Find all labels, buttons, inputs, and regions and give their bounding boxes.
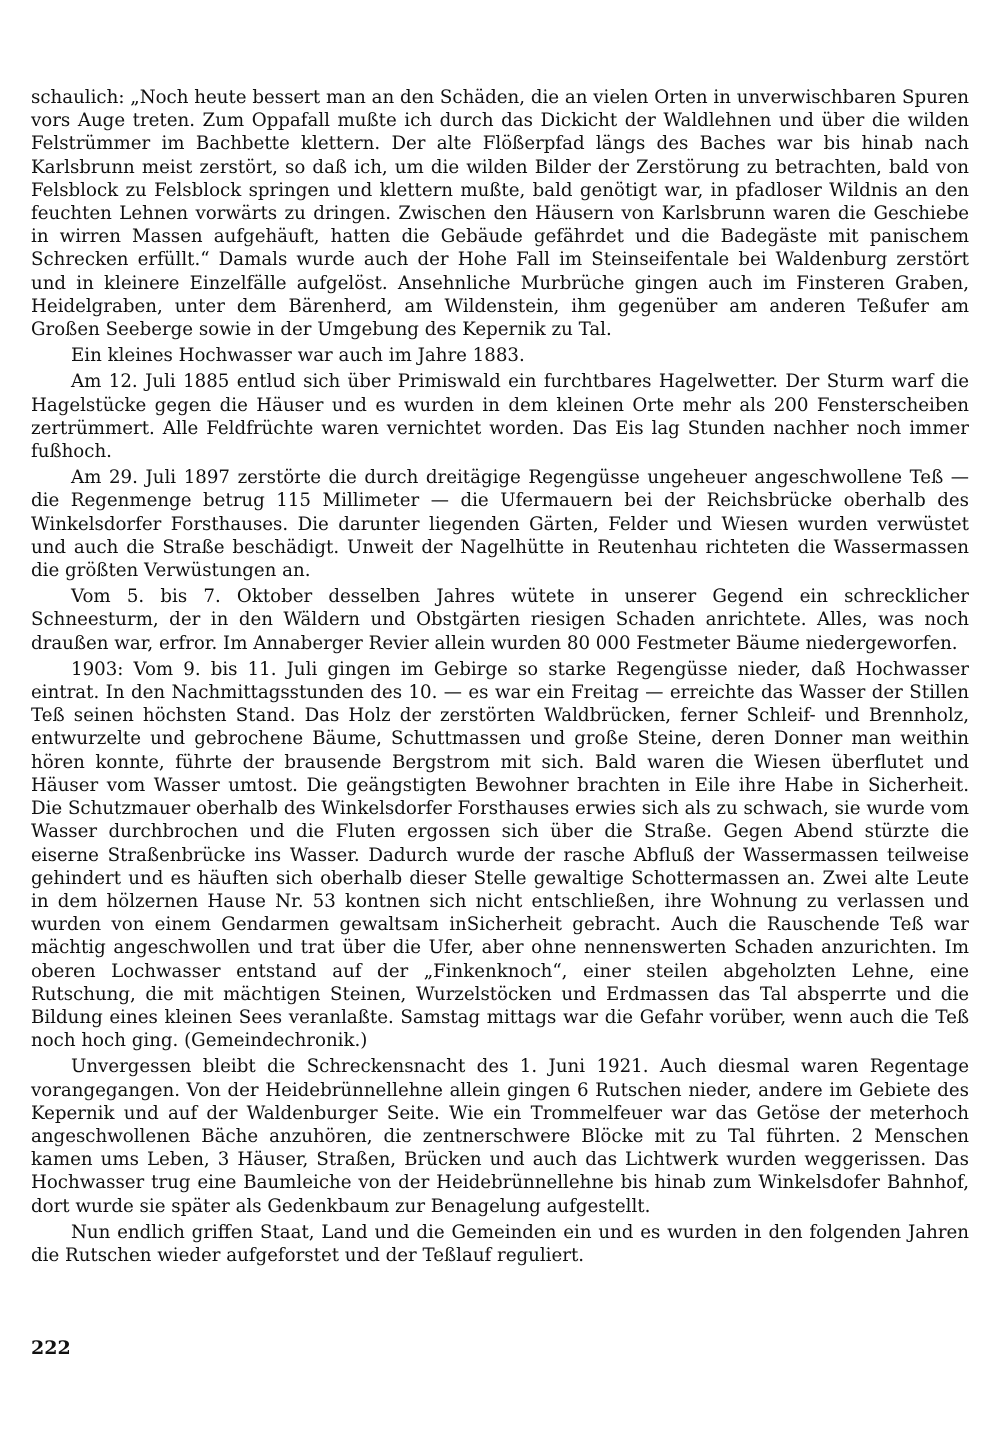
paragraph-1903: 1903: Vom 9. bis 11. Juli gingen im Gebirge so starke Regengüsse nieder, daß Hochwasser eintrat. In den Nachmittagsstunden des 10. — es war ein Freitag — erreichte das Wasser der Stillen Teß seinen höchsten Stand. Das Holz der zerstörten Waldbrücken, ferner Schleif- und Brennholz, entwurzelte und gebrochene Bäume, Schuttmassen und große Steine, deren Donner man weithin hören konnte, führte der brausende Bergstrom mit sich. Bald waren die Wiesen überflutet und Häuser vom Wasser umtost. Die geängstigten Bewohner brachten in Eile ihre Habe in Sicherheit. Die Schutzmauer oberhalb des Winkelsdorfer Forsthauses erwies sich als zu schwach, sie wurde vom Wasser durchbrochen und die Fluten ergossen sich über die Straße. Gegen Abend stürzte die eiserne Straßenbrücke ins Wasser. Dadurch wurde der rasche Abfluß der Wassermassen teilweise gehindert und es häuften sich oberhalb dieser Stelle gewaltige Schottermassen an. Zwei alte Leute in dem hölzernen Hause Nr. 53 kontnen sich nicht entschließen, ihre Wohnung zu verlassen und wurden von einem Gendarmen gewaltsam inSicherheit gebracht. Auch die Rauschende Teß war mächtig angeschwollen und trat über die Ufer, aber ohne nennenswerten Schaden anzurichten. Im oberen Lochwasser entstand auf der „Finkenknoch“, einer steilen abgeholzten Lehne, eine Rutschung, die mit mächtigen Steinen, Wurzelstöcken und Erdmassen das Tal absperrte und die Bildung eines kleinen Sees veranlaßte. Samstag mittags war die Gefahr vorüber, wenn auch die Teß noch hoch ging. (Gemeindechronik.) [31, 658, 969, 1052]
paragraph-continuation: schaulich: „Noch heute bessert man an den Schäden, die an vielen Orten in unverwischbaren Spuren vors Auge treten. Zum Oppafall mußte ich durch das Dickicht der Waldlehnen und über die wilden Felstrümmer im Bachbette klettern. Der alte Flößerpfad längs des Baches war bis hinab nach Karlsbrunn meist zerstört, so daß ich, um die wilden Bilder der Zerstörung zu betrachten, bald von Felsblock zu Felsblock springen und klettern mußte, bald genötigt war, in pfadloser Wildnis an den feuchten Lehnen vorwärts zu dringen. Zwischen den Häusern von Karlsbrunn waren die Geschiebe in wirren Massen aufgehäuft, hatten die Gebäude gefährdet und die Badegäste mit panischem Schrecken erfüllt.“ Damals wurde auch der Hohe Fall im Steinseifentale bei Waldenburg zerstört und in kleinere Einzelfälle aufgelöst. Ansehnliche Murbrüche gingen auch im Finsteren Graben, Heidelgraben, unter dem Bärenherd, am Wildenstein, ihm gegenüber am anderen Teßufer am Großen Seeberge sowie in der Umgebung des Kepernik zu Tal. [31, 87, 969, 341]
paragraph-conclusion: Nun endlich griffen Staat, Land und die Gemeinden ein und es wurden in den folgenden Jahren die Rutschen wieder aufgeforstet und der Teßlauf reguliert. [31, 1221, 969, 1266]
paragraph-1921: Unvergessen bleibt die Schreckensnacht des 1. Juni 1921. Auch diesmal waren Regentage vorangegangen. Von der Heidebrünnellehne allein gingen 6 Rutschen nieder, andere im Gebiete des Kepernik und auf der Waldenburger Seite. Wie ein Trommelfeuer war das Getöse der meterhoch angeschwollenen Bäche anzuhören, die zentnerschwere Blöcke mit zu Tal führten. 2 Menschen kamen ums Leben, 3 Häuser, Straßen, Brücken und auch das Lichtwerk wurden weggerissen. Das Hochwasser trug eine Baumleiche von der Heidebrünnellehne bis hinab zum Winkelsdofer Bahnhof, dort wurde sie später als Gedenkbaum zur Benagelung aufgestellt. [31, 1056, 969, 1217]
paragraph-1883: Ein kleines Hochwasser war auch im Jahre 1883. [71, 345, 525, 367]
page-number: 222 [31, 1337, 71, 1359]
paragraph-1897-october: Vom 5. bis 7. Oktober desselben Jahres wütete in unserer Gegend ein schrecklicher Schneesturm, der in den Wäldern und Obstgärten riesigen Schaden anrichtete. Alles, was noch draußen war, erfror. Im Annaberger Revier allein wurden 80 000 Festmeter Bäume niedergeworfen. [31, 586, 969, 654]
page-body [31, 86, 969, 1270]
paragraph-1885: Am 12. Juli 1885 entlud sich über Primiswald ein furchtbares Hagelwetter. Der Sturm warf die Hagelstücke gegen die Häuser und es wurden in dem kleinen Orte mehr als 200 Fensterscheiben zertrümmert. Alle Feldfrüchte waren vernichtet worden. Das Eis lag Stunden nachher noch immer fußhoch. [31, 371, 969, 463]
paragraph-1897-july: Am 29. Juli 1897 zerstörte die durch dreitägige Regengüsse ungeheuer angeschwollene Teß — die Regenmenge betrug 115 Millimeter — die Ufermauern bei der Reichsbrücke oberhalb des Winkelsdorfer Forsthauses. Die darunter liegenden Gärten, Felder und Wiesen wurden verwüstet und auch die Straße beschädigt. Unweit der Nagelhütte in Reutenhau richteten die Wassermassen die größten Verwüstungen an. [31, 467, 969, 582]
